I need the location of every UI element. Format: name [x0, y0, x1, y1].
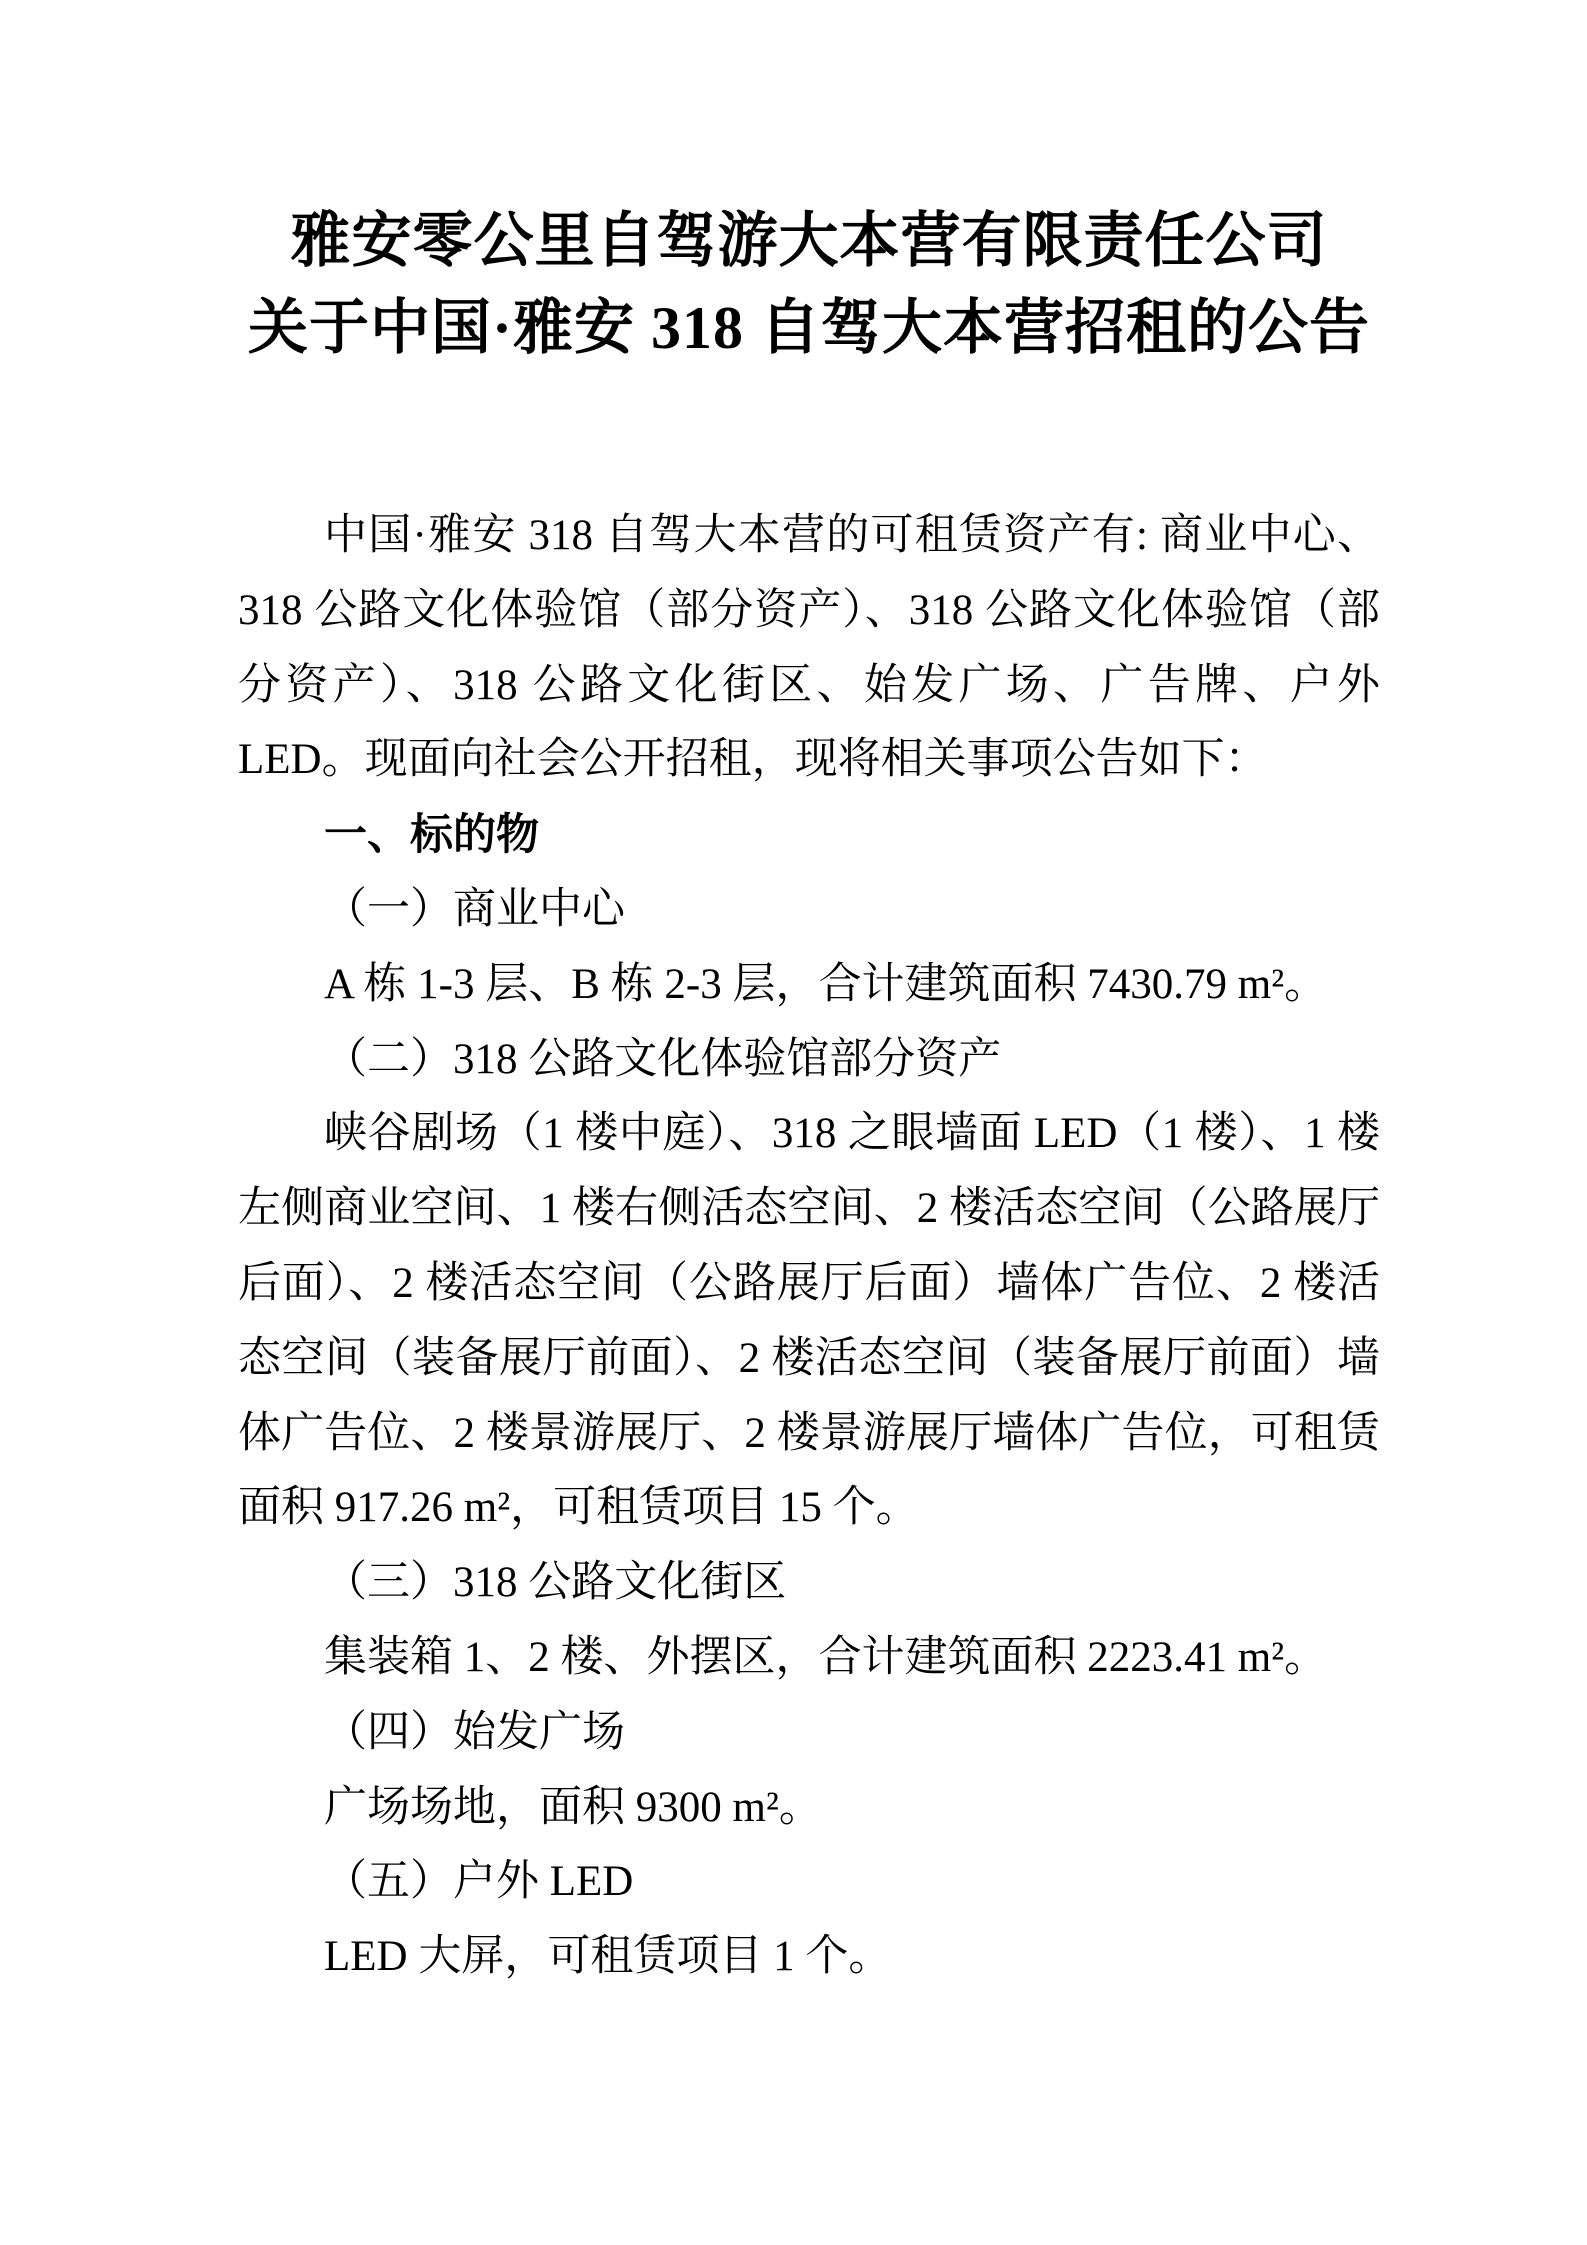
title-line-2: 关于中国·雅安 318 自驾大本营招租的公告 — [247, 295, 1370, 361]
subheading-commercial-center: （一）商业中心 — [324, 885, 625, 933]
paragraph-intro: 中国·雅安 318 自驾大本营的可租赁资产有: 商业中心、318 公路文化体验馆（部分资产）、318 公路文化体验馆（部分资产）、318 公路文化街区、始发广场、广告牌、户外 LED。现面向社会公开招租，现将相关事项公告如下： — [238, 512, 1380, 784]
subheading-culture-street: （三）318 公路文化街区 — [324, 1559, 787, 1607]
paragraph-commercial-center-detail: A 栋 1-3 层、B 栋 2-3 层，合计建筑面积 7430.79 m²。 — [324, 960, 1328, 1008]
document-title — [238, 198, 1380, 372]
section-heading-targets: 一、标的物 — [324, 811, 539, 860]
paragraph-outdoor-led-detail: LED 大屏，可租赁项目 1 个。 — [324, 1933, 892, 1981]
document-body — [238, 499, 1380, 1995]
subheading-experience-hall: （二）318 公路文化体验馆部分资产 — [324, 1035, 1002, 1083]
paragraph-experience-hall-detail: 峡谷剧场（1 楼中庭）、318 之眼墙面 LED（1 楼）、1 楼左侧商业空间、1 楼右侧活态空间、2 楼活态空间（公路展厅后面）、2 楼活态空间（公路展厅后面）墙体广告位、2 楼活态空间（装备展厅前面）、2 楼活态空间（装备展厅前面）墙体广告位、2 楼景游展厅、2 楼景游展厅墙体广告位，可租赁面积 917.26 m²，可租赁项目 15 个。 — [238, 1110, 1380, 1532]
paragraph-departure-plaza-detail: 广场场地，面积 9300 m²。 — [324, 1783, 822, 1831]
subheading-outdoor-led: （五）户外 LED — [324, 1858, 634, 1906]
paragraph-culture-street-detail: 集装箱 1、2 楼、外摆区，合计建筑面积 2223.41 m²。 — [324, 1633, 1328, 1681]
subheading-departure-plaza: （四）始发广场 — [324, 1708, 625, 1756]
title-line-1: 雅安零公里自驾游大本营有限责任公司 — [290, 208, 1328, 274]
